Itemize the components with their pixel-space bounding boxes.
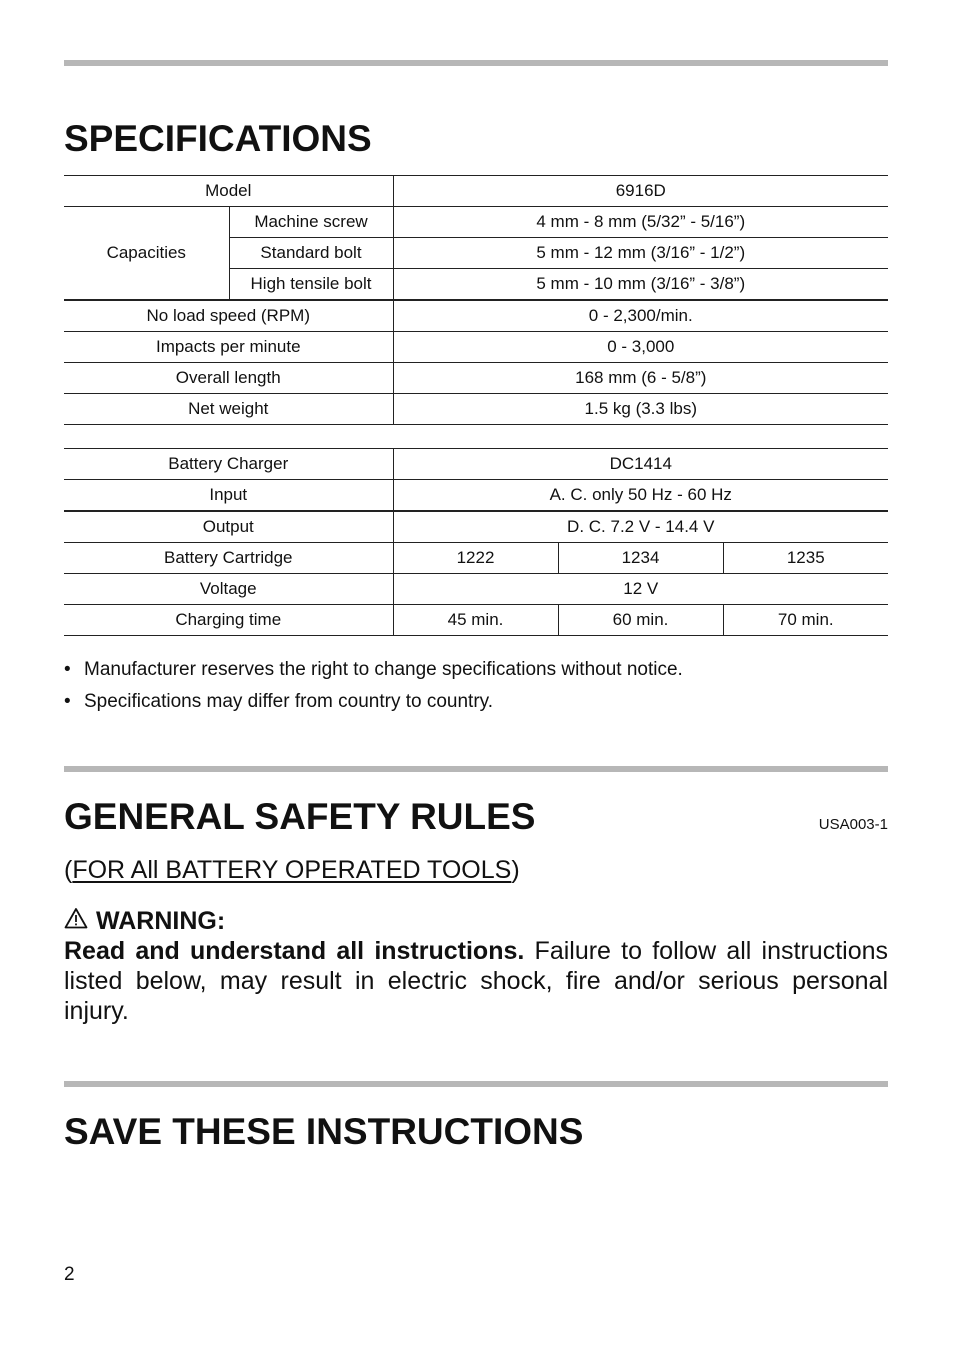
table-row [64, 300, 888, 332]
warning-text: Failure to follow all instructions listed below, may result in electric shock, fire and/or serious personal injury. [64, 937, 888, 1025]
warning-body [64, 936, 888, 1026]
model-label: Model [64, 176, 393, 207]
spec-label: Overall length [64, 363, 393, 394]
voltage-label: Voltage [64, 574, 393, 605]
charger-value: DC1414 [393, 449, 888, 480]
safety-divider [64, 766, 888, 772]
warning-triangle-icon [64, 907, 96, 936]
note-text: Specifications may differ from country to country. [84, 691, 494, 712]
model-value: 6916D [393, 176, 888, 207]
save-divider [64, 1081, 888, 1087]
charger-label: Battery Charger [64, 449, 393, 480]
spec-label: Impacts per minute [64, 332, 393, 363]
capacity-label: High tensile bolt [229, 269, 393, 301]
safety-subtitle [64, 856, 520, 885]
charging-time: 70 min. [723, 605, 888, 636]
table-row [64, 332, 888, 363]
warning-heading [64, 907, 225, 936]
capacities-label: Capacities [64, 207, 229, 301]
spec-value: 0 - 3,000 [393, 332, 888, 363]
spec-label: Net weight [64, 394, 393, 425]
table-row [64, 176, 888, 207]
warning-label: WARNING: [96, 907, 226, 935]
table-row [64, 480, 888, 512]
capacity-label: Standard bolt [229, 238, 393, 269]
subtitle-text: FOR All BATTERY OPERATED TOOLS [72, 856, 512, 884]
bullet: • [64, 691, 71, 712]
capacity-value: 5 mm - 10 mm (3/16” - 3/8”) [393, 269, 888, 301]
voltage-value: 12 V [393, 574, 888, 605]
charging-time: 60 min. [558, 605, 723, 636]
document-code: USA003-1 [818, 816, 888, 833]
safety-title: GENERAL SAFETY RULES [64, 796, 536, 837]
warning-bold-text: Read and understand all instructions. [64, 937, 525, 965]
spec-label: No load speed (RPM) [64, 300, 393, 332]
cartridge-value: 1234 [558, 543, 723, 574]
specifications-title: SPECIFICATIONS [64, 118, 372, 159]
input-label: Input [64, 480, 393, 512]
cartridge-value: 1235 [723, 543, 888, 574]
spec-value: 168 mm (6 - 5/8”) [393, 363, 888, 394]
spec-value: 0 - 2,300/min. [393, 300, 888, 332]
cartridge-label: Battery Cartridge [64, 543, 393, 574]
charging-time: 45 min. [393, 605, 558, 636]
charging-label: Charging time [64, 605, 393, 636]
subtitle-open-paren: ( [64, 856, 73, 884]
spec-notes-list [64, 658, 683, 722]
capacity-value: 4 mm - 8 mm (5/32” - 5/16”) [393, 207, 888, 238]
charger-specs-table [64, 448, 888, 636]
bullet: • [64, 659, 71, 680]
cartridge-value: 1222 [393, 543, 558, 574]
table-row [64, 605, 888, 636]
table-row [64, 363, 888, 394]
input-value: A. C. only 50 Hz - 60 Hz [393, 480, 888, 512]
page-number: 2 [64, 1264, 75, 1285]
spec-value: 1.5 kg (3.3 lbs) [393, 394, 888, 425]
table-row [64, 543, 888, 574]
capacity-label: Machine screw [229, 207, 393, 238]
output-label: Output [64, 511, 393, 543]
table-row [64, 449, 888, 480]
table-row [64, 207, 888, 238]
output-value: D. C. 7.2 V - 14.4 V [393, 511, 888, 543]
save-title: SAVE THESE INSTRUCTIONS [64, 1111, 584, 1152]
top-divider [64, 60, 888, 66]
table-row [64, 394, 888, 425]
list-item [64, 690, 683, 722]
tool-specs-table [64, 175, 888, 425]
list-item [64, 658, 683, 690]
table-row [64, 511, 888, 543]
table-row [64, 574, 888, 605]
subtitle-close-paren: ) [511, 856, 520, 884]
note-text: Manufacturer reserves the right to change specifications without notice. [84, 659, 683, 680]
capacity-value: 5 mm - 12 mm (3/16” - 1/2”) [393, 238, 888, 269]
